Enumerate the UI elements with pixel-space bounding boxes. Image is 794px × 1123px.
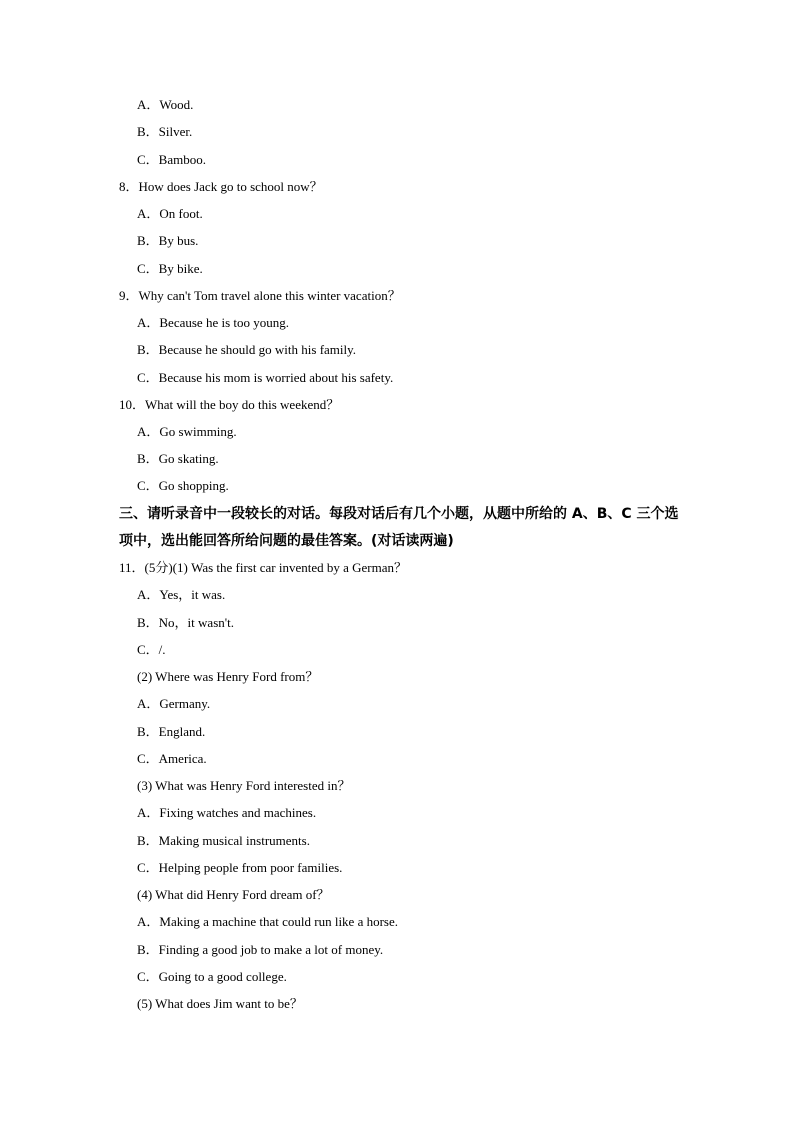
q11-sub1-option-c: C．/. (137, 642, 166, 657)
q11-sub1-option-a: A．Yes，it was. (137, 587, 226, 602)
q10-option-c: C．Go shopping. (137, 478, 229, 493)
q11-sub4-option-a: A．Making a machine that could run like a horse. (137, 914, 399, 929)
q11-sub1-question: 11．(5分)(1) Was the first car invented by a German？ (119, 560, 407, 575)
q11-sub3-question: (3) What was Henry Ford interested in？ (137, 778, 351, 793)
q7-option-c: C．Bamboo. (137, 152, 206, 167)
q10-option-a: A．Go swimming. (137, 424, 237, 439)
q11-sub5-question: (5) What does Jim want to be？ (137, 996, 303, 1011)
section-3-heading-line1: 三、请听录音中一段较长的对话。每段对话后有几个小题，从题中所给的 A、B、C 三个选 (119, 506, 679, 522)
q11-sub2-option-a: A．Germany. (137, 696, 211, 711)
q9-option-a: A．Because he is too young. (137, 315, 290, 330)
q10-question: 10．What will the boy do this weekend？ (119, 397, 340, 412)
q8-option-c: C．By bike. (137, 261, 203, 276)
q11-sub2-option-b: B．England. (137, 724, 206, 739)
q8-option-a: A．On foot. (137, 206, 203, 221)
section-3-heading-line2: 项中，选出能回答所给问题的最佳答案。(对话读两遍) (119, 533, 454, 549)
q11-sub3-option-a: A．Fixing watches and machines. (137, 805, 317, 820)
q7-option-a: A．Wood. (137, 97, 194, 112)
q8-option-b: B．By bus. (137, 233, 199, 248)
q11-sub3-option-c: C．Helping people from poor families. (137, 860, 343, 875)
q11-sub4-option-c: C．Going to a good college. (137, 969, 287, 984)
q7-option-b: B．Silver. (137, 124, 193, 139)
q11-sub2-question: (2) Where was Henry Ford from？ (137, 669, 319, 684)
q11-sub3-option-b: B．Making musical instruments. (137, 833, 310, 848)
q11-sub1-option-b: B．No，it wasn't. (137, 615, 234, 630)
q8-question: 8．How does Jack go to school now？ (119, 179, 323, 194)
q11-sub4-question: (4) What did Henry Ford dream of？ (137, 887, 330, 902)
q11-sub4-option-b: B．Finding a good job to make a lot of money. (137, 942, 384, 957)
q9-option-b: B．Because he should go with his family. (137, 342, 357, 357)
q11-sub2-option-c: C．America. (137, 751, 207, 766)
q9-option-c: C．Because his mom is worried about his safety. (137, 370, 394, 385)
q9-question: 9．Why can't Tom travel alone this winter vacation？ (119, 288, 401, 303)
q10-option-b: B．Go skating. (137, 451, 219, 466)
